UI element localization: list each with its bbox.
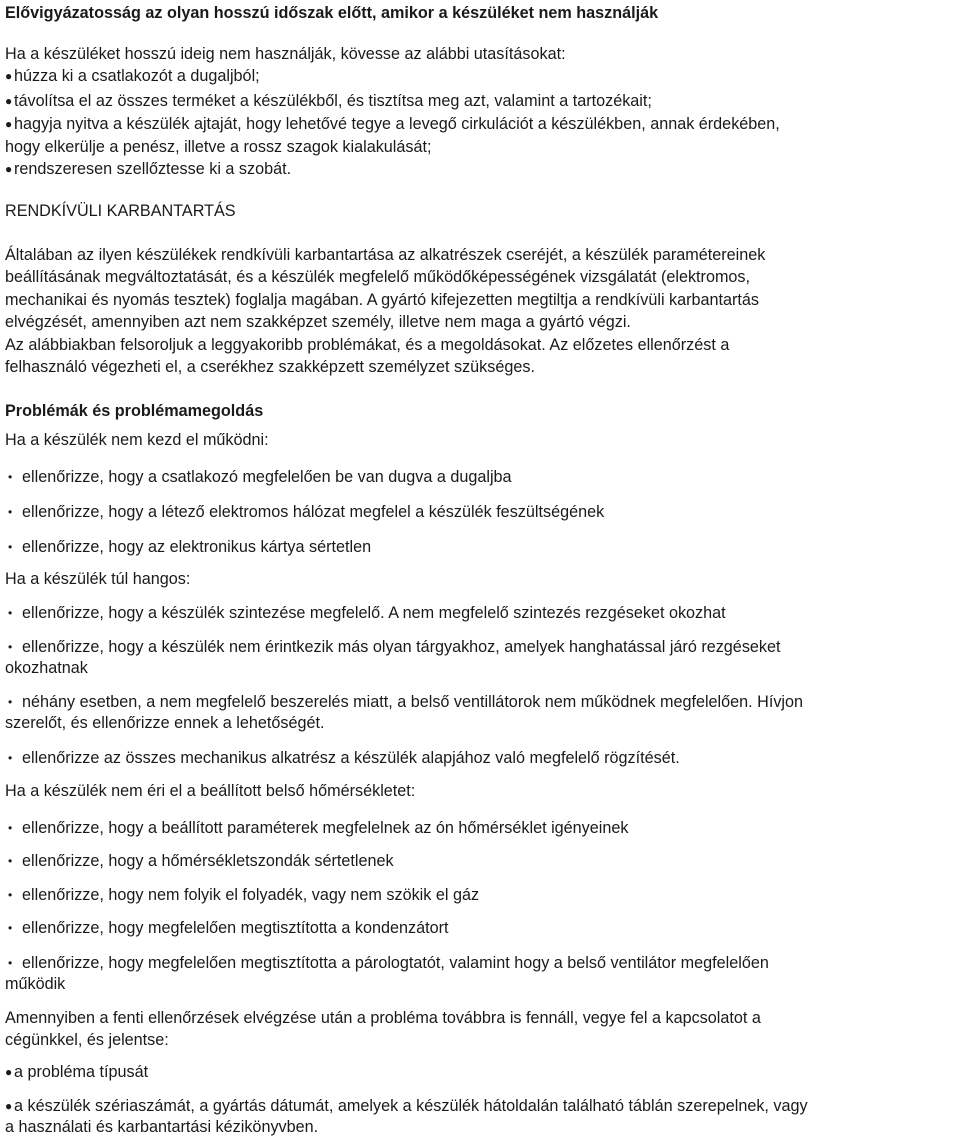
condition-label: Ha a készülék nem kezd el működni: [5, 431, 269, 449]
section-heading: Problémák és problémamegoldás [5, 402, 264, 420]
condition-label: Ha a készülék túl hangos: [5, 570, 191, 588]
list-item-continuation: a használati és karbantartási kézikönyvben. [5, 1118, 319, 1136]
bullet-icon: • [8, 640, 13, 654]
list-item-continuation: szerelőt, és ellenőrizze ennek a lehetőségét. [5, 714, 325, 732]
bullet-icon: • [8, 888, 13, 902]
list-item: a készülék szériaszámát, a gyártás dátumát, amelyek a készülék hátoldalán található táblán szerepelnek, vagy [14, 1097, 808, 1115]
list-item-continuation: okozhatnak [5, 659, 88, 677]
section-heading: RENDKÍVÜLI KARBANTARTÁS [5, 202, 236, 220]
list-item: ellenőrizze az összes mechanikus alkatrész a készülék alapjához való megfelelő rögzítését. [22, 749, 680, 767]
paragraph-line: felhasználó végezheti el, a cserékhez szakképzett személyzet szükséges. [5, 358, 535, 376]
paragraph-line: elvégzését, amennyiben azt nem szakképzet személy, illetve nem maga a gyártó végzi. [5, 313, 631, 331]
bullet-icon: • [8, 821, 13, 835]
section-title: Elővigyázatosság az olyan hosszú időszak előtt, amikor a készüléket nem használják [5, 4, 659, 22]
list-item: ellenőrizze, hogy a hőmérsékletszondák sértetlenek [22, 852, 394, 870]
paragraph-line: beállításának megváltoztatását, és a készülék megfelelő működőképességének vizsgálatát (elektromos, [5, 268, 751, 286]
list-item: néhány esetben, a nem megfelelő beszerelés miatt, a belső ventillátorok nem működnek megfelelően. Hívjon [22, 693, 804, 711]
bullet-icon: ● [5, 1099, 13, 1113]
bullet-icon: ● [5, 162, 13, 176]
condition-label: Ha a készülék nem éri el a beállított belső hőmérsékletet: [5, 782, 416, 800]
bullet-icon: ● [5, 69, 13, 83]
paragraph-line: Általában az ilyen készülékek rendkívüli karbantartása az alkatrészek cseréjét, a készülék paramétereinek [5, 246, 766, 264]
bullet-icon: • [8, 921, 13, 935]
paragraph-line: Amennyiben a fenti ellenőrzések elvégzése után a probléma továbbra is fennáll, vegye fel a kapcsolatot a [5, 1009, 761, 1027]
bullet-icon: ● [5, 94, 13, 108]
bullet-icon: • [8, 854, 13, 868]
bullet-icon: ● [5, 117, 13, 131]
bullet-icon: • [8, 956, 13, 970]
paragraph-line: cégünkkel, és jelentse: [5, 1031, 169, 1049]
list-item: rendszeresen szellőztesse ki a szobát. [14, 160, 292, 178]
list-item-continuation: hogy elkerülje a penész, illetve a rossz szagok kialakulását; [5, 138, 432, 156]
bullet-icon: • [8, 470, 13, 484]
list-item: ellenőrizze, hogy megfelelően megtisztította a kondenzátort [22, 919, 449, 937]
list-item: ellenőrizze, hogy a készülék szintezése megfelelő. A nem megfelelő szintezés rezgéseket okozhat [22, 604, 726, 622]
list-item: ellenőrizze, hogy az elektronikus kártya sértetlen [22, 538, 372, 556]
list-item: ellenőrizze, hogy a beállított paraméterek megfelelnek az ón hőmérséklet igényeinek [22, 819, 629, 837]
bullet-icon: • [8, 695, 13, 709]
bullet-icon: ● [5, 1065, 13, 1079]
paragraph-line: Ha a készüléket hosszú ideig nem használják, kövesse az alábbi utasításokat: [5, 45, 566, 63]
bullet-icon: • [8, 751, 13, 765]
list-item: ellenőrizze, hogy a csatlakozó megfelelően be van dugva a dugaljba [22, 468, 512, 486]
list-item: a probléma típusát [14, 1063, 149, 1081]
list-item: ellenőrizze, hogy megfelelően megtisztította a párologtatót, valamint hogy a belső ventilátor megfelelően [22, 954, 769, 972]
bullet-icon: • [8, 540, 13, 554]
bullet-icon: • [8, 505, 13, 519]
list-item: hagyja nyitva a készülék ajtaját, hogy lehetővé tegye a levegő cirkulációt a készülékben, annak érdekében, [14, 115, 780, 133]
list-item: ellenőrizze, hogy nem folyik el folyadék, vagy nem szökik el gáz [22, 886, 480, 904]
list-item: ellenőrizze, hogy a készülék nem érintkezik más olyan tárgyakhoz, amelyek hanghatással járó rezgéseket [22, 638, 781, 656]
paragraph-line: Az alábbiakban felsoroljuk a leggyakoribb problémákat, és a megoldásokat. Az előzetes ellenőrzést a [5, 336, 730, 354]
list-item: távolítsa el az összes terméket a készülékből, és tisztítsa meg azt, valamint a tartozékait; [14, 92, 652, 110]
list-item-continuation: működik [5, 975, 66, 993]
bullet-icon: • [8, 606, 13, 620]
list-item: ellenőrizze, hogy a létező elektromos hálózat megfelel a készülék feszültségének [22, 503, 605, 521]
list-item: húzza ki a csatlakozót a dugaljból; [14, 67, 260, 85]
paragraph-line: mechanikai és nyomás tesztek) foglalja magában. A gyártó kifejezetten megtiltja a rendkívüli karbantartás [5, 291, 760, 309]
